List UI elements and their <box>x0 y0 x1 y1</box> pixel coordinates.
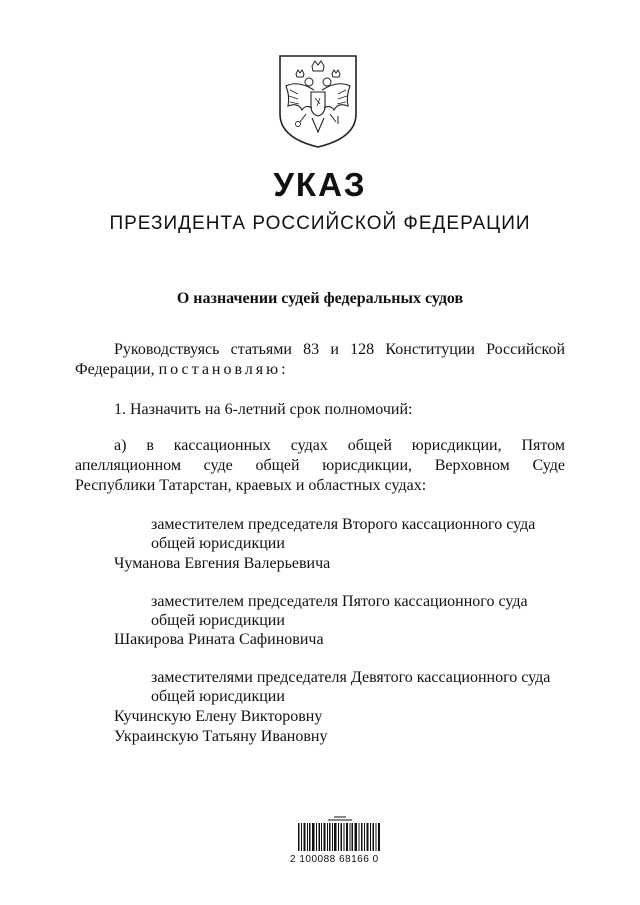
barcode-number: 2 100088 68166 0 <box>290 854 379 865</box>
appointment-3-name-2: Украинскую Татьяну Ивановну <box>114 728 328 745</box>
subitem-a-line-2: апелляционном суде общей юрисдикции, Верховном Суде <box>75 457 565 474</box>
subitem-a-line-3: Республики Татарстан, краевых и областных судах: <box>75 477 427 494</box>
appointment-2-position-line-1: заместителем председателя Пятого кассационного суда <box>151 593 528 610</box>
appointment-2-name-1: Шакирова Рината Сафиновича <box>114 631 324 648</box>
subitem-a-line-1: а) в кассационных судах общей юрисдикции, Пятом <box>114 437 565 454</box>
preamble-line-1: Руководствуясь статьями 83 и 128 Конституции Российской <box>114 341 565 358</box>
barcode <box>298 815 382 851</box>
appointment-1-position-line-1: заместителем председателя Второго кассационного суда <box>151 516 536 533</box>
coat-of-arms-emblem <box>276 52 360 150</box>
barcode-icon <box>298 815 382 851</box>
document-title: УКАЗ <box>273 166 367 203</box>
appointment-1-name-1: Чуманова Евгения Валерьевича <box>114 555 331 572</box>
russian-coat-of-arms-icon <box>276 52 360 150</box>
decree-heading: О назначении судей федеральных судов <box>176 290 464 307</box>
appointment-3-position-line-1: заместителями председателя Девятого кассационного суда <box>151 669 551 686</box>
preamble-line-2 <box>75 360 289 380</box>
preamble-line-2-start: Федерации, <box>75 361 159 378</box>
document-subtitle: ПРЕЗИДЕНТА РОССИЙСКОЙ ФЕДЕРАЦИИ <box>109 213 531 234</box>
appointment-1-position-line-2: общей юрисдикции <box>151 535 285 552</box>
appointment-3-name-1: Кучинскую Елену Викторовну <box>114 708 323 725</box>
appointment-3-position-line-2: общей юрисдикции <box>151 688 285 705</box>
item-1: 1. Назначить на 6-летний срок полномочий: <box>114 401 413 418</box>
appointment-2-position-line-2: общей юрисдикции <box>151 612 285 629</box>
preamble-decree-word: постановляю: <box>158 361 289 378</box>
